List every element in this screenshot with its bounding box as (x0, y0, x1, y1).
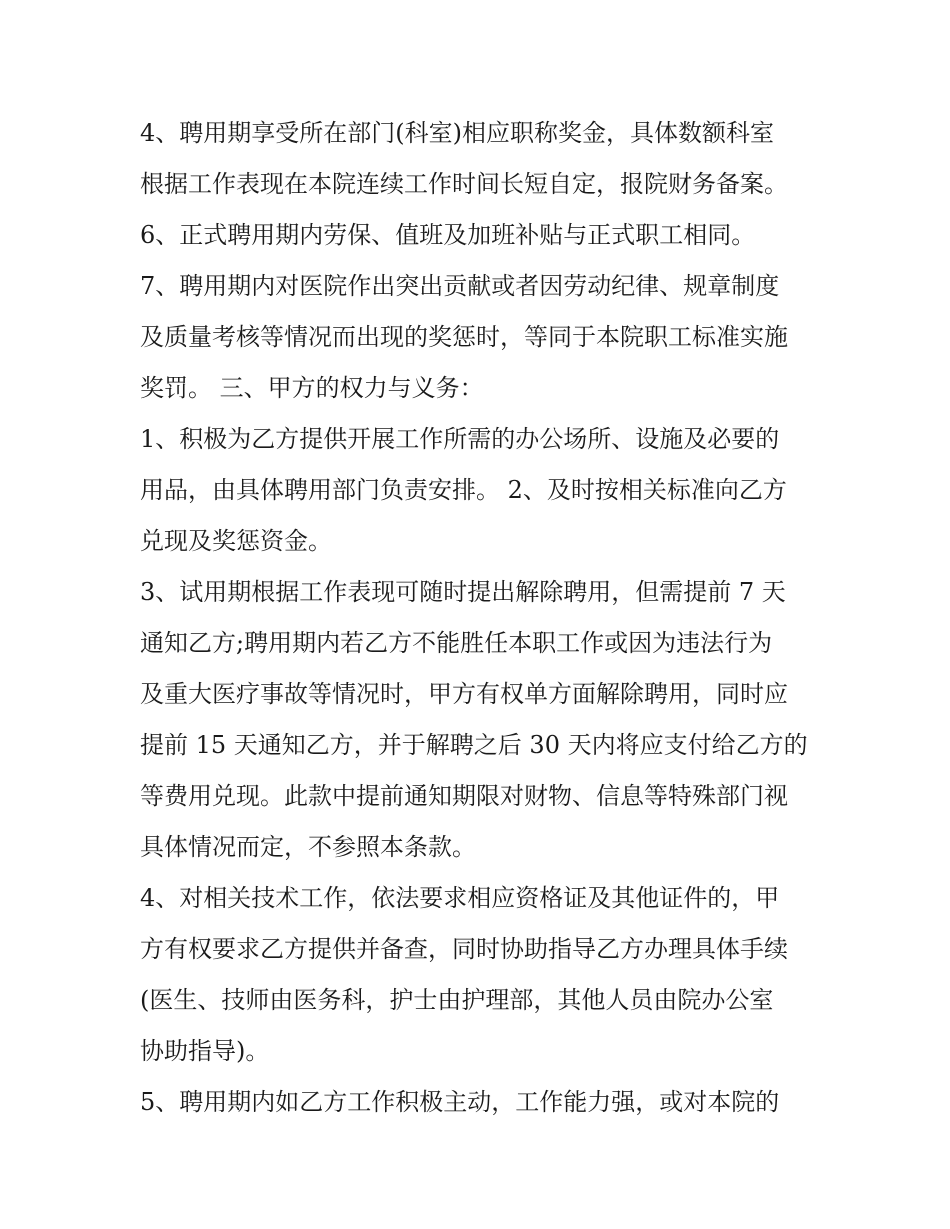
paragraph-party-a-duty-5 (140, 1077, 820, 1128)
text-line: 7、聘用期内对医院作出突出贡献或者因劳动纪律、规章制度 (140, 272, 780, 300)
text-line: 及重大医疗事故等情况时，甲方有权单方面解除聘用，同时应 (140, 680, 788, 708)
text-line: 5、聘用期内如乙方工作积极主动，工作能力强，或对本院的 (140, 1088, 780, 1116)
paragraph-bonus (140, 108, 820, 210)
text-line: 具体情况而定，不参照本条款。 (140, 833, 476, 861)
paragraph-party-a-duty-3 (140, 567, 820, 873)
text-line: 奖罚。 三、甲方的权力与义务： (140, 374, 484, 402)
text-line: 方有权要求乙方提供并备查，同时协助指导乙方办理具体手续 (140, 935, 788, 963)
text-line: (医生、技师由医务科，护士由护理部，其他人员由院办公室 (140, 986, 774, 1014)
text-line: 4、聘用期享受所在部门(科室)相应职称奖金，具体数额科室 (140, 119, 774, 147)
text-line: 3、试用期根据工作表现可随时提出解除聘用，但需提前 7 天 (140, 578, 786, 606)
text-line: 4、对相关技术工作，依法要求相应资格证及其他证件的，甲 (140, 884, 780, 912)
text-line: 及质量考核等情况而出现的奖惩时，等同于本院职工标准实施 (140, 323, 788, 351)
text-line: 兑现及奖惩资金。 (140, 527, 332, 555)
text-line: 等费用兑现。此款中提前通知期限对财物、信息等特殊部门视 (140, 782, 788, 810)
text-line: 用品，由具体聘用部门负责安排。 2、及时按相关标准向乙方 (140, 476, 787, 504)
text-line: 1、积极为乙方提供开展工作所需的办公场所、设施及必要的 (140, 425, 780, 453)
text-line: 协助指导)。 (140, 1037, 270, 1065)
text-line: 根据工作表现在本院连续工作时间长短自定，报院财务备案。 (140, 170, 788, 198)
paragraph-rewards (140, 261, 820, 414)
text-line: 6、正式聘用期内劳保、值班及加班补贴与正式职工相同。 (140, 221, 756, 249)
document-body (140, 108, 820, 1128)
paragraph-benefits (140, 210, 820, 261)
text-line: 通知乙方;聘用期内若乙方不能胜任本职工作或因为违法行为 (140, 629, 773, 657)
paragraph-party-a-duty-4 (140, 873, 820, 1077)
text-line: 提前 15 天通知乙方，并于解聘之后 30 天内将应支付给乙方的 (140, 731, 808, 759)
paragraph-party-a-duty-1 (140, 414, 820, 567)
